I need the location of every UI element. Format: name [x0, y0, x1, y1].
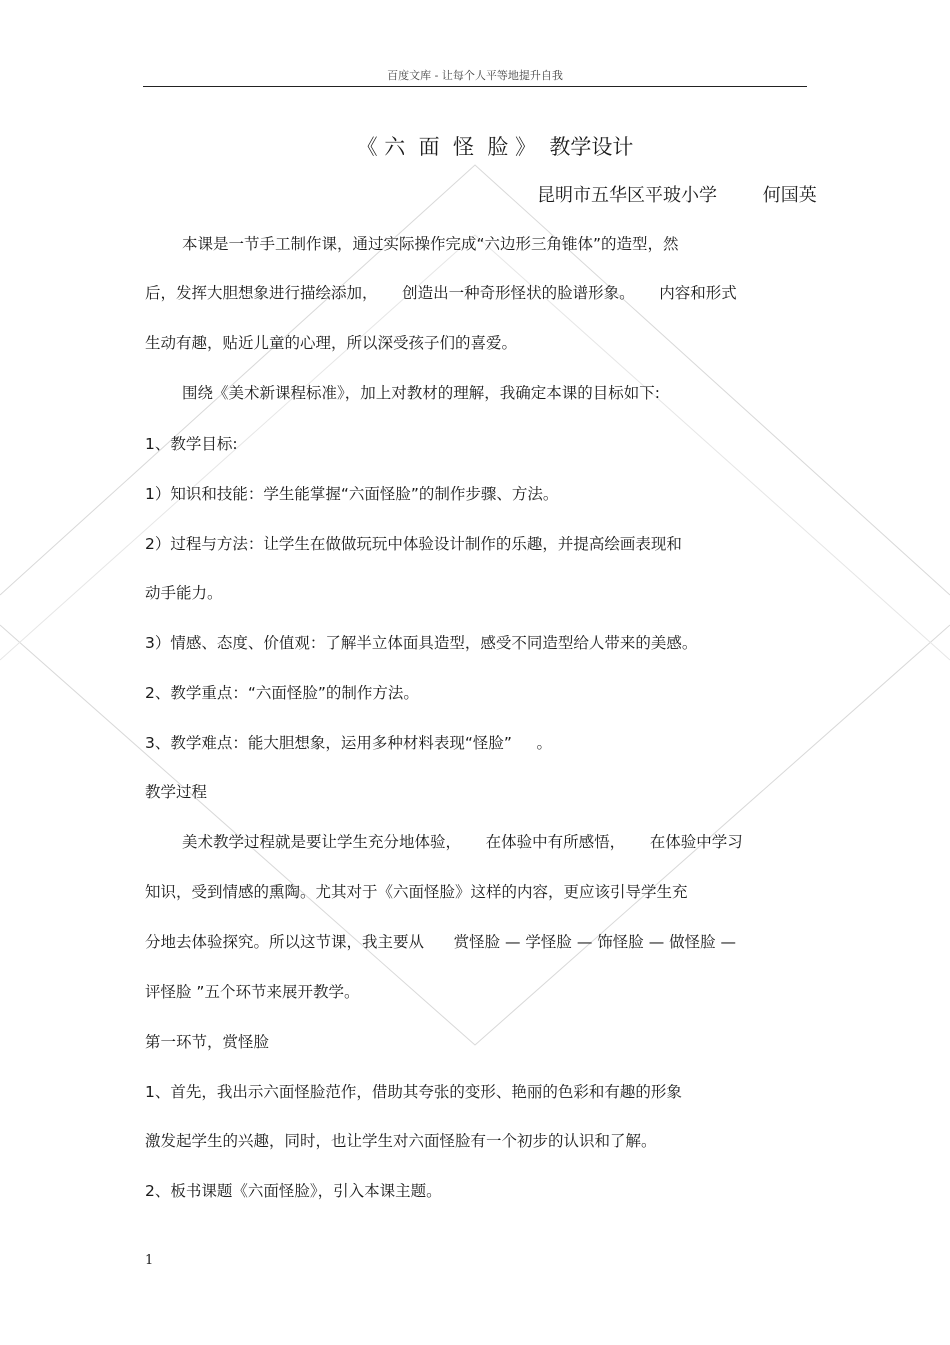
paragraph-line: 分地去体验探究。所以这节课，我主要从 赏怪脸 — 学怪脸 — 饰怪脸 — 做怪脸 — [145, 933, 737, 951]
list-item: 动手能力。 [145, 584, 223, 602]
header-rule [143, 86, 807, 87]
author-line: 昆明市五华区平玻小学 何国英 [537, 185, 817, 206]
paragraph-line: 评怪脸 ”五个环节来展开教学。 [145, 983, 360, 1001]
list-item: 1、首先，我出示六面怪脸范作，借助其夸张的变形、艳丽的色彩和有趣的形象 [145, 1083, 682, 1101]
list-item: 激发起学生的兴趣，同时，也让学生对六面怪脸有一个初步的认识和了解。 [145, 1132, 657, 1150]
list-item: 3）情感、态度、价值观：了解半立体面具造型，感受不同造型给人带来的美感。 [145, 634, 698, 652]
paragraph-line: 围绕《美术新课程标准》，加上对教材的理解，我确定本课的目标如下: [182, 384, 660, 402]
paragraph-line: 知识，受到情感的熏陶。尤其对于《六面怪脸》这样的内容，更应该引导学生充 [145, 883, 688, 901]
section-heading: 1、教学目标: [145, 435, 238, 453]
paragraph-line: 美术教学过程就是要让学生充分地体验， 在体验中有所感悟， 在体验中学习 [182, 833, 743, 851]
paragraph-line: 后，发挥大胆想象进行描绘添加， 创造出一种奇形怪状的脸谱形象。 内容和形式 [145, 284, 737, 302]
list-item: 1）知识和技能：学生能掌握“六面怪脸”的制作步骤、方法。 [145, 485, 559, 503]
paragraph-line: 生动有趣，贴近儿童的心理，所以深受孩子们的喜爱。 [145, 334, 518, 352]
section-heading: 第一环节，赏怪脸 [145, 1033, 270, 1051]
page-header: 百度文库 - 让每个人平等地提升自我 [387, 69, 563, 82]
section-heading: 教学过程 [145, 783, 208, 801]
section-heading: 2、教学重点：“六面怪脸”的制作方法。 [145, 684, 419, 702]
list-item: 2、板书课题《六面怪脸》，引入本课主题。 [145, 1182, 442, 1200]
page-number: 1 [145, 1253, 154, 1268]
list-item: 2）过程与方法：让学生在做做玩玩中体验设计制作的乐趣，并提高绘画表现和 [145, 535, 682, 553]
paragraph-line: 本课是一节手工制作课，通过实际操作完成“六边形三角锥体”的造型，然 [182, 235, 679, 253]
section-heading: 3、教学难点：能大胆想象，运用多种材料表现“怪脸” 。 [145, 734, 553, 752]
document-title: 《 六 面 怪 脸 》 教学设计 [356, 135, 634, 159]
